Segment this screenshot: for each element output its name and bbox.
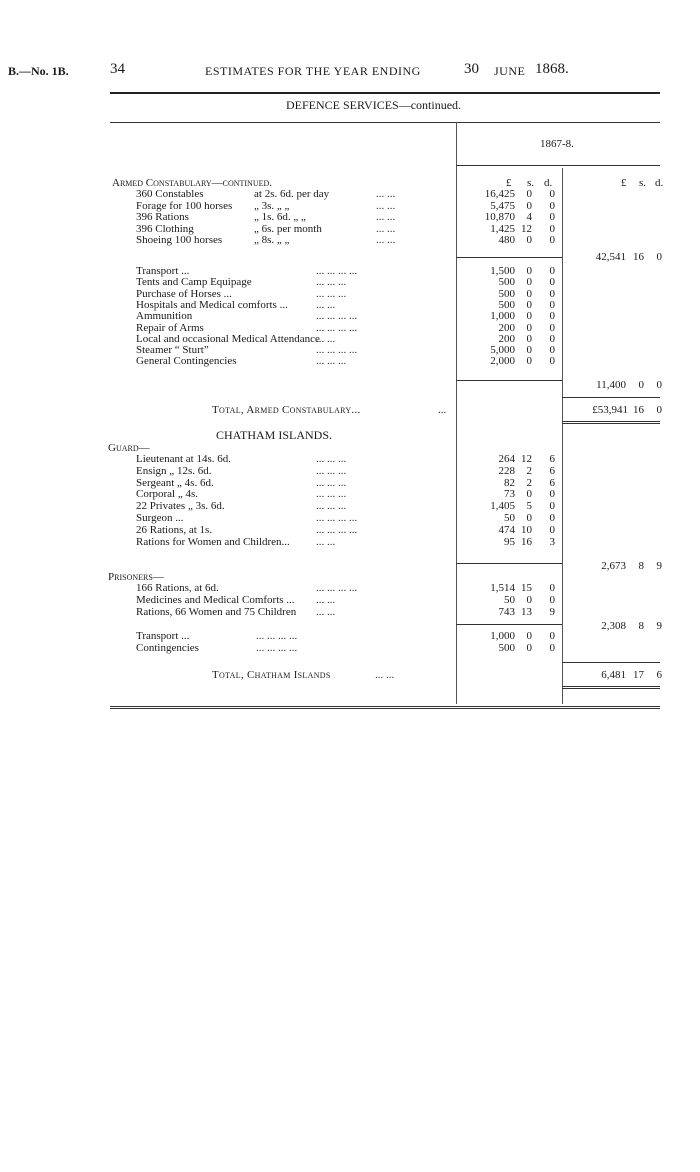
leader-dots: ... ... — [316, 535, 336, 548]
amount-pence: 0 — [549, 630, 555, 642]
line-item — [0, 201, 700, 212]
amount-pence: 0 — [549, 344, 555, 357]
amount-pence: 0 — [549, 222, 555, 235]
item-rate: at 2s. 6d. per day — [254, 188, 330, 200]
leader-dots: ... ... — [376, 199, 396, 212]
amount-pounds: 1,500 — [490, 265, 515, 277]
amount-pence: 0 — [549, 188, 555, 200]
item-label: Lieutenant at 14s. 6d. — [136, 453, 232, 465]
page-number: 34 — [110, 61, 125, 77]
leader-dots: ... ... ... ... — [316, 344, 358, 357]
amount-pounds: 16,425 — [484, 188, 515, 200]
amount-pounds: 42,541 — [595, 251, 626, 263]
item-label: Forage for 100 horses — [136, 199, 233, 212]
chatham-heading: CHATHAM ISLANDS. — [216, 428, 333, 442]
item-label: Hospitals and Medical comforts ... — [136, 298, 288, 311]
item-rate: „ 1s. 6d. „ „ — [254, 211, 306, 224]
item-label: Corporal „ 4s. — [136, 488, 199, 501]
line-item — [0, 643, 700, 654]
amount-pounds: 743 — [498, 605, 515, 618]
amount-pounds: 82 — [504, 476, 515, 489]
amount-pence: 0 — [549, 276, 555, 289]
leader-dots: ... ... — [375, 669, 395, 681]
item-label: Steamer “ Sturt” — [136, 344, 209, 357]
chatham-total-row — [0, 670, 700, 681]
leader-dots: ... ... ... — [316, 453, 347, 465]
amount-shillings: 0 — [526, 298, 532, 311]
item-rate: „ 8s. „ „ — [254, 234, 290, 247]
amount-shillings: 0 — [526, 310, 532, 323]
line-item — [0, 289, 700, 300]
amount-shillings: 12 — [521, 222, 532, 235]
amount-pence: 0 — [549, 199, 555, 212]
amount-pence: 0 — [656, 251, 662, 263]
chatham-total-double-rule — [562, 686, 660, 689]
prisoners-heading: Prisoners— — [108, 571, 164, 583]
amount-pence: 0 — [549, 298, 555, 311]
amount-shillings: 4 — [526, 211, 532, 224]
leader-dots: ... ... ... ... — [256, 630, 298, 642]
line-item — [0, 277, 700, 288]
leader-dots: ... ... ... ... — [316, 310, 358, 323]
leader-dots: ... ... ... — [316, 464, 347, 477]
total-label: Total, Armed Constabulary... — [212, 404, 361, 416]
item-label: 396 Clothing — [136, 222, 194, 235]
amount-shillings: 17 — [633, 669, 644, 681]
leader-dots: ... ... ... — [316, 488, 347, 501]
line-item — [0, 525, 700, 536]
page-title-year: 1868. — [535, 61, 569, 77]
document-reference: B.—No. 1B. — [8, 64, 69, 78]
amount-pence: 6 — [656, 669, 662, 681]
amount-pounds: 11,400 — [596, 379, 626, 391]
amount-pounds: 2,308 — [601, 620, 626, 632]
amount-shillings: 16 — [633, 251, 644, 263]
total-label: Total, Chatham Islands — [212, 669, 331, 681]
leader-dots: ... ... ... ... — [316, 321, 358, 334]
amount-shillings: 0 — [526, 234, 532, 247]
line-item — [0, 189, 700, 200]
amount-pence: 0 — [549, 512, 555, 524]
item-label: Local and occasional Medical Attendance — [136, 332, 320, 345]
item-label: Ensign „ 12s. 6d. — [136, 464, 212, 477]
col-head-pence: d. — [544, 177, 553, 189]
leader-dots: ... ... — [376, 222, 396, 235]
item-label: Contingencies — [136, 642, 199, 654]
period-heading: 1867-8. — [540, 138, 574, 150]
amount-shillings: 0 — [526, 630, 532, 642]
line-item — [0, 454, 700, 465]
col-head-pence-2: d. — [655, 177, 664, 189]
amount-pence: 0 — [549, 287, 555, 300]
col-head-pounds-2: £ — [621, 177, 627, 189]
amount-pence: 9 — [549, 605, 555, 618]
amount-shillings: 15 — [521, 582, 532, 594]
amount-pounds: 10,870 — [484, 211, 515, 224]
amount-shillings: 0 — [526, 355, 532, 368]
amount-pounds: 1,514 — [490, 582, 515, 594]
amount-shillings: 10 — [521, 523, 532, 536]
line-item — [0, 595, 700, 606]
amount-shillings: 0 — [526, 265, 532, 277]
amount-pence: 0 — [656, 379, 662, 391]
item-label: Purchase of Horses ... — [136, 287, 232, 300]
amount-pence: 6 — [549, 464, 555, 477]
item-label: Sergeant „ 4s. 6d. — [136, 476, 214, 489]
leader-dots: ... ... ... — [316, 276, 347, 289]
amount-pounds: 228 — [498, 464, 515, 477]
guard-total — [0, 561, 700, 572]
item-rate: „ 6s. per month — [254, 222, 322, 235]
line-item — [0, 266, 700, 277]
item-label: 396 Rations — [136, 211, 189, 224]
amount-shillings: 16 — [633, 404, 644, 416]
amount-pence: 0 — [549, 234, 555, 247]
amount-shillings: 2 — [526, 476, 532, 489]
item-label: Shoeing 100 horses — [136, 234, 223, 247]
amount-shillings: 0 — [526, 188, 532, 200]
amount-pence: 6 — [549, 476, 555, 489]
col-head-shillings-2: s. — [639, 177, 647, 189]
amount-shillings: 0 — [526, 344, 532, 357]
line-item — [0, 607, 700, 618]
line-item — [0, 513, 700, 524]
amount-shillings: 0 — [526, 332, 532, 345]
header-rule — [110, 92, 660, 94]
line-item — [0, 466, 700, 477]
leader-dots: ... ... ... — [316, 355, 347, 368]
amount-shillings: 13 — [521, 605, 532, 618]
leader-dots: ... ... ... ... — [316, 582, 358, 594]
line-item — [0, 345, 700, 356]
amount-pence: 0 — [549, 211, 555, 224]
item-label: 22 Privates „ 3s. 6d. — [136, 500, 225, 513]
amount-shillings: 0 — [638, 379, 644, 391]
amount-pounds: 2,000 — [490, 355, 515, 368]
amount-pence: 0 — [549, 642, 555, 654]
amount-pounds: 73 — [504, 488, 515, 501]
amount-pounds: 1,405 — [490, 500, 515, 513]
line-item — [0, 583, 700, 594]
amount-pounds: 1,425 — [490, 222, 515, 235]
amount-shillings: 5 — [526, 500, 532, 513]
amount-pounds: 5,475 — [490, 199, 515, 212]
item-label: 166 Rations, at 6d. — [136, 582, 219, 594]
item-label: Ammunition — [136, 310, 193, 323]
amount-pence: 3 — [549, 535, 555, 548]
amount-pounds: 1,000 — [490, 630, 515, 642]
page-title: ESTIMATES FOR THE YEAR ENDING — [205, 64, 421, 78]
leader-dots: ... ... — [316, 593, 336, 606]
line-item — [0, 478, 700, 489]
leader-dots: ... ... — [316, 298, 336, 311]
amount-pence: 0 — [549, 523, 555, 536]
amount-pounds: 500 — [498, 642, 515, 654]
leader-dots: ... ... — [316, 332, 336, 345]
col-head-shillings: s. — [527, 177, 535, 189]
leader-dots: ... ... — [376, 188, 396, 200]
line-item — [0, 501, 700, 512]
amount-pence: 6 — [549, 453, 555, 465]
item-label: Tents and Camp Equipage — [136, 276, 252, 289]
amount-pence: 9 — [656, 560, 662, 572]
amount-shillings: 12 — [521, 453, 532, 465]
leader-dots: ... ... ... — [316, 500, 347, 513]
amount-pounds: £53,941 — [592, 404, 628, 416]
col-head-pounds: £ — [506, 177, 512, 189]
item-label: Rations for Women and Children... — [136, 535, 290, 548]
item-label: Transport ... — [136, 265, 190, 277]
leader-dots: ... ... ... ... — [316, 512, 358, 524]
amount-pence: 0 — [549, 355, 555, 368]
amount-pounds: 500 — [498, 298, 515, 311]
leader-dots: ... — [438, 404, 447, 416]
amount-shillings: 0 — [526, 488, 532, 501]
period-rule — [456, 165, 660, 166]
leader-dots: ... ... — [376, 211, 396, 224]
item-rate: „ 3s. „ „ — [254, 199, 290, 212]
amount-pounds: 500 — [498, 287, 515, 300]
amount-pence: 0 — [549, 500, 555, 513]
amount-pounds: 50 — [504, 512, 515, 524]
amount-shillings: 0 — [526, 287, 532, 300]
amount-pence: 0 — [549, 321, 555, 334]
amount-pounds: 500 — [498, 276, 515, 289]
amount-pence: 0 — [549, 582, 555, 594]
armed-total-double-rule — [562, 421, 660, 424]
page-title-month: JUNE — [494, 64, 526, 78]
armed-subtotal-2 — [0, 380, 700, 391]
armed-total-rule — [562, 397, 660, 398]
chatham-total-rule — [562, 662, 660, 663]
leader-dots: ... ... ... — [316, 476, 347, 489]
amount-shillings: 2 — [526, 464, 532, 477]
item-label: 360 Constables — [136, 188, 204, 200]
line-item — [0, 235, 700, 246]
amount-pounds: 200 — [498, 332, 515, 345]
amount-pounds: 480 — [498, 234, 515, 247]
amount-shillings: 0 — [526, 199, 532, 212]
item-label: General Contingencies — [136, 355, 237, 368]
amount-pence: 0 — [549, 488, 555, 501]
amount-pounds: 1,000 — [490, 310, 515, 323]
leader-dots: ... ... ... — [316, 287, 347, 300]
item-label: Rations, 66 Women and 75 Children — [136, 605, 297, 618]
amount-pence: 0 — [656, 404, 662, 416]
amount-pence: 0 — [549, 265, 555, 277]
line-item — [0, 311, 700, 322]
amount-pounds: 264 — [498, 453, 515, 465]
amount-pounds: 5,000 — [490, 344, 515, 357]
armed-subtotal-1 — [0, 252, 700, 263]
leader-dots: ... ... ... ... — [316, 523, 358, 536]
amount-shillings: 0 — [526, 276, 532, 289]
amount-pounds: 6,481 — [601, 669, 626, 681]
amount-pence: 0 — [549, 310, 555, 323]
page-title-day: 30 — [464, 61, 479, 77]
item-label: Repair of Arms — [136, 321, 204, 334]
amount-shillings: 8 — [638, 620, 644, 632]
amount-pounds: 95 — [504, 535, 515, 548]
line-item — [0, 489, 700, 500]
item-label: Transport ... — [136, 630, 190, 642]
amount-shillings: 16 — [521, 535, 532, 548]
armed-constabulary-heading: Armed Constabulary—continued. — [112, 177, 273, 189]
amount-shillings: 0 — [526, 593, 532, 606]
line-item — [0, 323, 700, 334]
guard-heading: Guard— — [108, 442, 150, 454]
line-item — [0, 356, 700, 367]
amount-shillings: 0 — [526, 512, 532, 524]
leader-dots: ... ... ... ... — [316, 265, 358, 277]
amount-shillings: 0 — [526, 642, 532, 654]
amount-pounds: 474 — [498, 523, 515, 536]
amount-pounds: 50 — [504, 593, 515, 606]
section-subtitle: DEFENCE SERVICES—continued. — [286, 98, 462, 112]
amount-shillings: 8 — [638, 560, 644, 572]
leader-dots: ... ... ... ... — [256, 642, 298, 654]
subtitle-rule — [110, 122, 660, 123]
bottom-rule — [110, 706, 660, 709]
item-label: 26 Rations, at 1s. — [136, 523, 213, 536]
line-item — [0, 212, 700, 223]
item-label: Surgeon ... — [136, 512, 184, 524]
line-item — [0, 631, 700, 642]
item-label: Medicines and Medical Comforts ... — [136, 593, 295, 606]
amount-shillings: 0 — [526, 321, 532, 334]
amount-pounds: 200 — [498, 321, 515, 334]
amount-pence: 0 — [549, 332, 555, 345]
line-item — [0, 224, 700, 235]
amount-pence: 0 — [549, 593, 555, 606]
leader-dots: ... ... — [316, 605, 336, 618]
leader-dots: ... ... — [376, 234, 396, 247]
armed-total-row — [0, 405, 700, 416]
line-item — [0, 537, 700, 548]
amount-pence: 9 — [656, 620, 662, 632]
amount-pounds: 2,673 — [601, 560, 626, 572]
